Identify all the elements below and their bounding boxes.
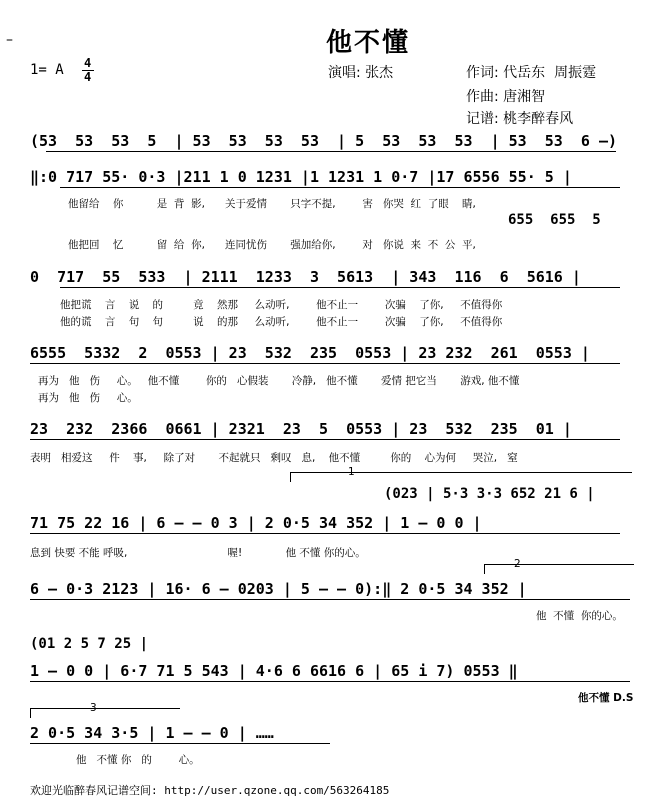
score-row-intro: (53 53 53 5 | 53 53 53 53 | 5 53 53 53 | 53 53 6 –) (30, 132, 617, 150)
alt-notes: 655 655 5 (508, 212, 601, 228)
underline (30, 599, 630, 600)
lyrics-row-8a: 他 不懂 你 的 心。 (76, 754, 200, 766)
underline (46, 151, 616, 152)
underline (30, 439, 620, 440)
underline (30, 363, 620, 364)
composer: 作曲: 唐湘智 (466, 89, 546, 105)
volta-1-line (290, 472, 632, 473)
pickup-notes-2: (01 2 5 7 25 | (30, 636, 149, 652)
key-signature: 1= A (30, 62, 64, 78)
volta-3-line (30, 708, 180, 709)
time-signature-bottom: 4 (84, 70, 92, 84)
lyrics-row-2a: 他把谎 言 说 的 竟 然那 么动听, 他不止一 次骗 了你, 不值得你 (60, 299, 503, 311)
volta-1-number: 1 (348, 466, 355, 478)
singer: 演唱: 张杰 (328, 65, 394, 81)
volta-2-number: 2 (514, 558, 521, 570)
underline (30, 533, 620, 534)
score-row-1: ‖:0 717 55· 0·3 |211 1 0 1231 |1 1231 1 0·7 |17 6556 55· 5 | (30, 168, 572, 186)
lyricist: 作词: 代岳东 周振霆 (466, 65, 597, 81)
underline (30, 743, 330, 744)
score-row-8: 2 0·5 34 3·5 | 1 – – 0 | …… (30, 724, 274, 742)
lyrics-row-3a: 再为 他 伤 心。 他不懂 你的 心假装 冷静, 他不懂 爱情 把它当 游戏, 他不懂 (38, 375, 520, 387)
lyrics-row-6a: 他 不懂 你的心。 (536, 610, 623, 622)
score-row-2: 0 717 55 533 | 2111 1233 3 5613 | 343 116 6 5616 | (30, 268, 581, 286)
lyrics-row-1b: 他把回 忆 留 给 你, 连同忧伤 强加给你, 对 你说 来 不 公 平, (68, 239, 476, 251)
underline (30, 681, 630, 682)
transcriber: 记谱: 桃李醉春风 (466, 111, 574, 127)
lyrics-row-1a: 他留给 你 是 背 影, 关于爱情 只字不提, 害 你哭 红 了眼 睛, (68, 198, 476, 210)
pickup-notes: (023 | 5·3 3·3 652 21 6 | (384, 486, 595, 502)
score-row-7: 1 – 0 0 | 6·7 71 5 543 | 4·6 6 6616 6 | 65 i 7) 0553 ‖ (30, 662, 518, 680)
volta-2-start (484, 564, 485, 574)
volta-1-start (290, 472, 291, 482)
song-title: 他不懂 (326, 28, 411, 58)
underline (60, 187, 620, 188)
score-row-6: 6 – 0·3 2123 | 16· 6 – 0203 | 5 – – 0):‖ 2 0·5 34 352 | (30, 580, 527, 598)
volta-3-start (30, 708, 31, 718)
left-dash: – (6, 32, 13, 48)
time-signature-top: 4 (84, 56, 92, 70)
volta-2-line (484, 564, 634, 565)
volta-3-number: 3 (90, 702, 97, 714)
score-row-5: 71 75 22 16 | 6 – – 0 3 | 2 0·5 34 352 | 1 – 0 0 | (30, 514, 482, 532)
score-row-4: 23 232 2366 0661 | 2321 23 5 0553 | 23 532 235 01 | (30, 420, 572, 438)
lyrics-row-4a: 表明 相爱这 件 事, 除了对 不起就只 剩叹 息, 他不懂 你的 心为何 哭泣, 窒 (30, 452, 518, 464)
lyrics-row-2b: 他的谎 言 句 句 说 的那 么动听, 他不止一 次骗 了你, 不值得你 (60, 316, 503, 328)
lyrics-row-3b: 再为 他 伤 心。 (38, 392, 138, 404)
lyrics-row-7a: 他不懂 D.S (578, 692, 634, 704)
score-row-3: 6555 5332 2 0553 | 23 532 235 0553 | 23 232 261 0553 | (30, 344, 590, 362)
lyrics-row-5a: 息到 快要 不能 呼吸, 喔! 他 不懂 你的心。 (30, 547, 366, 559)
footer-link[interactable]: 欢迎光临醉春风记谱空间: http://user.qzone.qq.com/563264185 (30, 784, 390, 797)
underline (60, 287, 620, 288)
